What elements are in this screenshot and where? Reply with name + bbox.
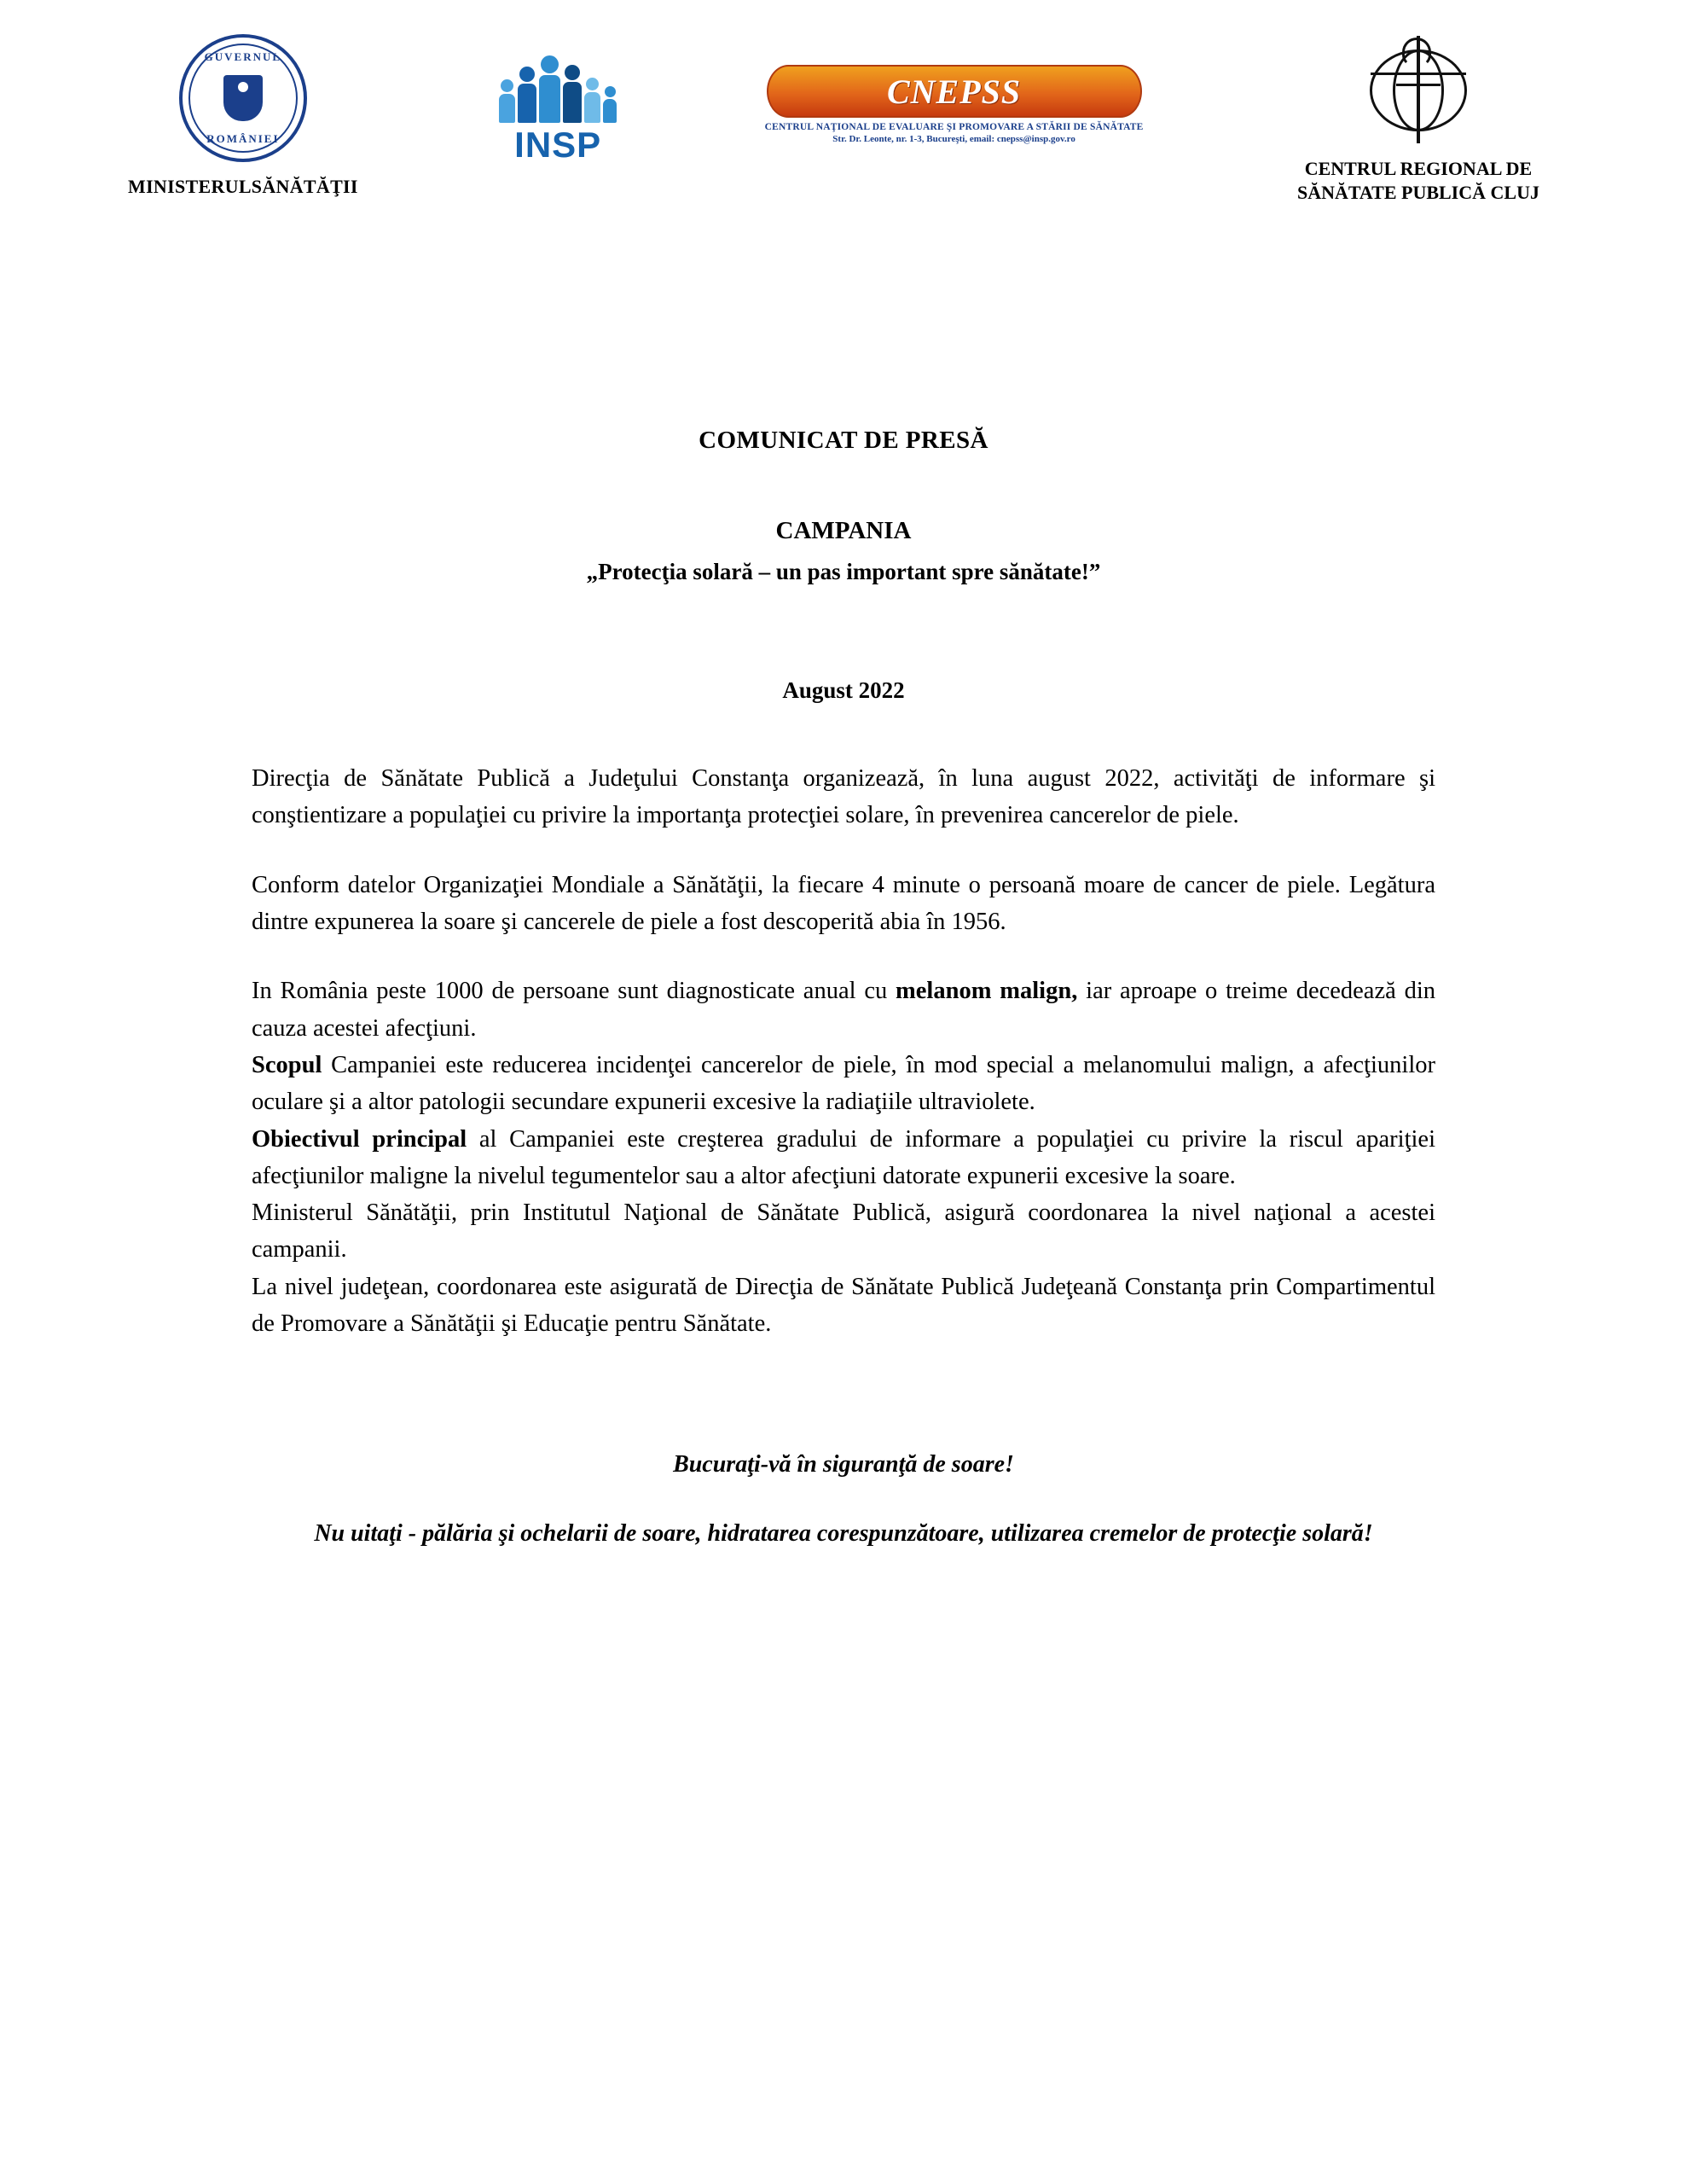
ministry-logo-block [128,34,358,198]
insp-figure [603,86,617,123]
crsp-label-line1: CENTRUL REGIONAL DE [1304,158,1533,179]
paragraph: Direcţia de Sănătate Publică a Judeţului Constanţa organizează, în luna august 2022, activităţi de informare şi conştientizare a populaţiei cu privire la importanţa protecţiei solare, în prevenirea cancerelor de piele. [252,765,1435,829]
ministry-label: MINISTERULSĂNĂTĂŢII [128,176,358,197]
crsp-label-line2: SĂNĂTATE PUBLICĂ CLUJ [1296,181,1539,203]
text-after-bold: iar aproape o treime decedează din cauza acestei afecţiuni. [252,978,1435,1042]
crsp-label [1297,157,1539,204]
bold-melanom-malign: melanom malign, [896,978,1078,1005]
insp-logo-block [485,55,630,166]
page-title: COMUNICAT DE PRESĂ [699,427,988,454]
insp-figure [518,67,536,123]
campaign-label: CAMPANIA [775,517,912,544]
crsp-logo-block [1278,34,1559,204]
bold-obiectiv-principal: Obiectivul principal [252,1125,467,1153]
insp-wordmark: INSP [514,125,602,165]
bold-scopul: Scopul [252,1051,322,1078]
text-before-bold: In România peste 1000 de persoane sunt diagnosticate anual cu [252,978,896,1005]
closing-block [252,1451,1435,1554]
campaign-title: „Protecţia solară – un pas important spre sănătate!” [586,559,1101,584]
insp-figure [499,79,515,123]
seal-bottom-text: ROMÂNIEI [206,132,280,145]
paragraph-scop [252,1047,1435,1121]
paragraph-ministry: Ministerul Sănătăţii, prin Institutul Naţional de Sănătate Publică, asigură coordonarea la nivel naţional a acestei campanii. [252,1199,1435,1263]
document-header [0,0,1687,256]
insp-figure [584,78,600,123]
paragraph-obiectiv [252,1121,1435,1195]
public-health-emblem-icon [1354,34,1482,145]
closing-line-1: Bucuraţi-vă în siguranţă de soare! [673,1451,1014,1478]
paragraph-county: La nivel judeţean, coordonarea este asigurată de Direcţia de Sănătate Publică Judeţeană Constanţa prin Compartimentul de Promovare a Sănătăţii şi Educaţie pentru Sănătate. [252,1273,1435,1338]
emblem-arms [1396,84,1441,86]
cnepss-subtitle-line1: CENTRUL NAŢIONAL DE EVALUARE ŞI PROMOVARE A STĂRII DE SĂNĂTATE [764,122,1144,132]
cnepss-logo-block [758,65,1151,144]
seal-inner-ring [188,44,298,153]
document-date: August 2022 [782,677,905,703]
paragraph-melanoma [252,973,1435,1047]
cnepss-subtitle-line2: Str. Dr. Leonte, nr. 1-3, Bucureşti, email: cnepss@insp.gov.ro [832,134,1075,144]
obiectiv-text: al Campaniei este creşterea gradului de informare a populaţiei cu privire la riscul apariţiei afecţiunilor maligne la nivelul tegumentelor sau a altor afecţiuni datorate expunerii excesive la soare. [252,1125,1435,1189]
insp-figure [563,65,582,123]
insp-figure [539,55,560,123]
emblem-snake [1402,38,1431,67]
logos-row [128,34,1559,204]
seal-top-text: GUVERNUL [204,50,282,63]
scop-text: Campaniei este reducerea incidenţei cancerelor de piele, în mod special a melanomului malign, a afecţiunilor oculare şi a altor patologii secundare expunerii excesive la radiaţiile ultraviolete. [252,1051,1435,1116]
cnepss-wordmark: CNEPSS [886,72,1022,111]
closing-line-2: Nu uitaţi - pălăria şi ochelarii de soare, hidratarea corespunzătoare, utilizarea cremelor de protecţie solară! [314,1520,1373,1548]
document-body [0,427,1687,1554]
seal-shield-icon [223,75,263,121]
paragraph: Conform datelor Organizaţiei Mondiale a Sănătăţii, la fiecare 4 minute o persoană moare de cancer de piele. Legătura dintre expunerea la soare şi cancerele de piele a fost descoperită abia în 1956. [252,871,1435,935]
insp-people-icon [499,55,617,123]
cnepss-banner-icon [767,65,1142,118]
romanian-government-seal-icon [179,34,307,162]
